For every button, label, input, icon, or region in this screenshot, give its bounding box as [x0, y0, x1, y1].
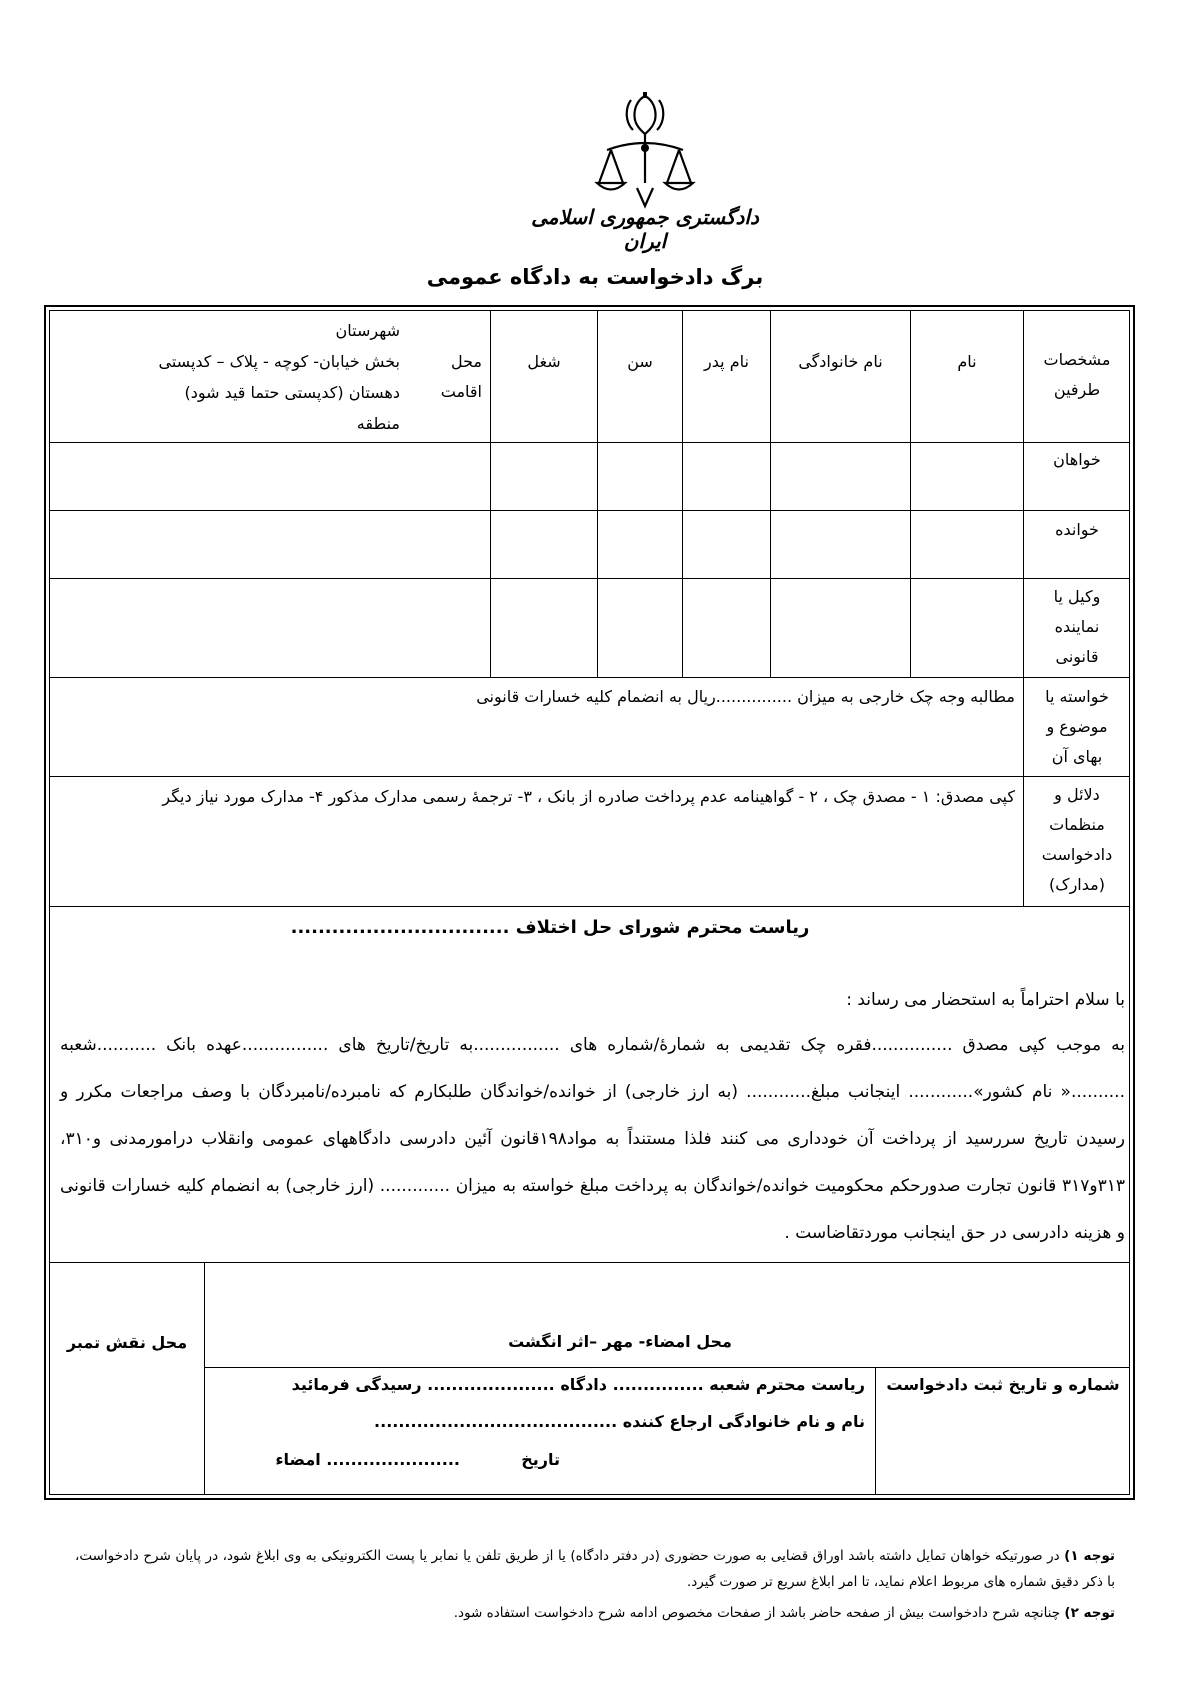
- letter-body: به موجب کپی مصدق ...............فقره چک تقدیمی به شمارهٔ/شماره های ................به تاریخ/تاریخ های ................عهده بانک ...........شعبه ..........« نام کشور»............ اینجانب مبلغ............ (به ارز خارجی) از خوانده/خواندگان طلبکارم که نامبرده/نامبردگان با وصف مراجعات مکرر و رسیدن تاریخ سررسید از پرداخت آن خودداری می کنند فلذا مستنداً به مواد۱۹۸قانون آئین دادرسی دادگاههای عمومی وانقلاب درامورمدنی و۳۱۰، ۳۱۳و۳۱۷ قانون تجارت صدورحکم محکومیت خوانده/خواندگان به پرداخت مبلغ خواسته به میزان ............. (ارز خارجی) به انضمام کلیه خسارات قانونی و هزینه دادرسی در حق اینجانب موردتقاضاست .: [60, 1035, 1125, 1243]
- col-header-father-name: نام پدر: [704, 352, 749, 371]
- judiciary-emblem-icon: [585, 88, 705, 213]
- col-header-parties: مشخصات طرفین: [1043, 350, 1111, 399]
- address-line-4: منطقه: [356, 414, 400, 433]
- letter-addressee: ریاست محترم شورای حل اختلاف ................................: [290, 917, 810, 938]
- note-2-label: توجه ۲): [1064, 1605, 1115, 1621]
- form-inner-border: [49, 310, 1130, 1495]
- row-label-plaintiff: خواهان: [1053, 450, 1101, 469]
- row-label-defendant: خوانده: [1055, 520, 1099, 539]
- stamp-place-label: محل نقش تمبر: [66, 1333, 188, 1352]
- letter-greeting: با سلام احتراماً به استحضار می رساند :: [846, 990, 1125, 1010]
- row-divider: [49, 442, 1130, 443]
- address-line-2: بخش خیابان- کوچه - پلاک – کدپستی: [158, 352, 400, 371]
- note-1-text: در صورتیکه خواهان تمایل داشته باشد اوراق قضایی به صورت حضوری (در دفتر دادگاه) یا از طریق تلفن یا نمابر یا پست الکترونیکی به وی ابلاغ شود، در پایان شرح دادخواست، با ذکر دقیق شماره های مربوط اعلام نماید، تا امر ابلاغ سریع تر صورت گیرد.: [75, 1548, 1115, 1590]
- col-header-name: نام: [957, 352, 977, 371]
- col-header-residence: محل اقامت: [440, 352, 482, 401]
- note-2-text: چنانچه شرح دادخواست بیش از صفحه حاضر باشد از صفحات مخصوص ادامه شرح دادخواست استفاده شود.: [453, 1605, 1065, 1621]
- note-1: [75, 1543, 1115, 1595]
- note-1-label: توجه ۱): [1064, 1548, 1116, 1564]
- col-header-family-name: نام خانوادگی: [798, 352, 883, 371]
- col-header-job: شغل: [527, 352, 561, 371]
- row-divider: [49, 776, 1130, 777]
- date-label: تاریخ: [521, 1450, 560, 1469]
- col-header-age: سن: [627, 352, 653, 371]
- referral-line-1: ریاست محترم شعبه ............... دادگاه ..................... رسیدگی فرمائید: [291, 1375, 865, 1394]
- registration-label: شماره و تاریخ ثبت دادخواست: [886, 1375, 1120, 1394]
- claim-label: خواسته یا موضوع و بهای آن: [1045, 687, 1109, 766]
- col-divider: [875, 1367, 876, 1495]
- row-divider: [49, 578, 1130, 579]
- row-divider: [49, 677, 1130, 678]
- signature-place-label: محل امضاء- مهر –اثر انگشت: [508, 1332, 732, 1351]
- address-line-1: شهرستان: [335, 321, 400, 340]
- address-line-3: دهستان (کدپستی حتما قید شود): [184, 383, 400, 402]
- row-divider: [49, 1262, 1130, 1263]
- col-divider: [204, 1262, 205, 1495]
- evidence-text: کپی مصدق: ۱ - مصدق چک ، ۲ - گواهینامه عدم پرداخت صادره از بانک ، ۳- ترجمهٔ رسمی مدارک مذکور ۴- مدارک مورد نیاز دیگر: [162, 787, 1015, 806]
- form-title: برگ دادخواست به دادگاه عمومی: [426, 265, 764, 289]
- claim-text: مطالبه وجه چک خارجی به میزان ...............ریال به انضمام کلیه خسارات قانونی: [476, 687, 1015, 706]
- row-divider: [49, 510, 1130, 511]
- row-divider: [49, 906, 1130, 907]
- referral-line-2: نام و نام خانوادگی ارجاع کننده ........................................: [374, 1412, 865, 1431]
- evidence-label: دلائل و منظمات دادخواست (مدارک): [1041, 785, 1113, 894]
- row-divider: [204, 1367, 1130, 1368]
- emblem-caption: دادگستری جمهوری اسلامی ایران: [531, 205, 759, 253]
- row-label-lawyer: وکیل یا نماینده قانونی: [1053, 587, 1101, 666]
- signature-label: ...................... امضاء: [275, 1450, 460, 1469]
- note-2: [75, 1600, 1115, 1626]
